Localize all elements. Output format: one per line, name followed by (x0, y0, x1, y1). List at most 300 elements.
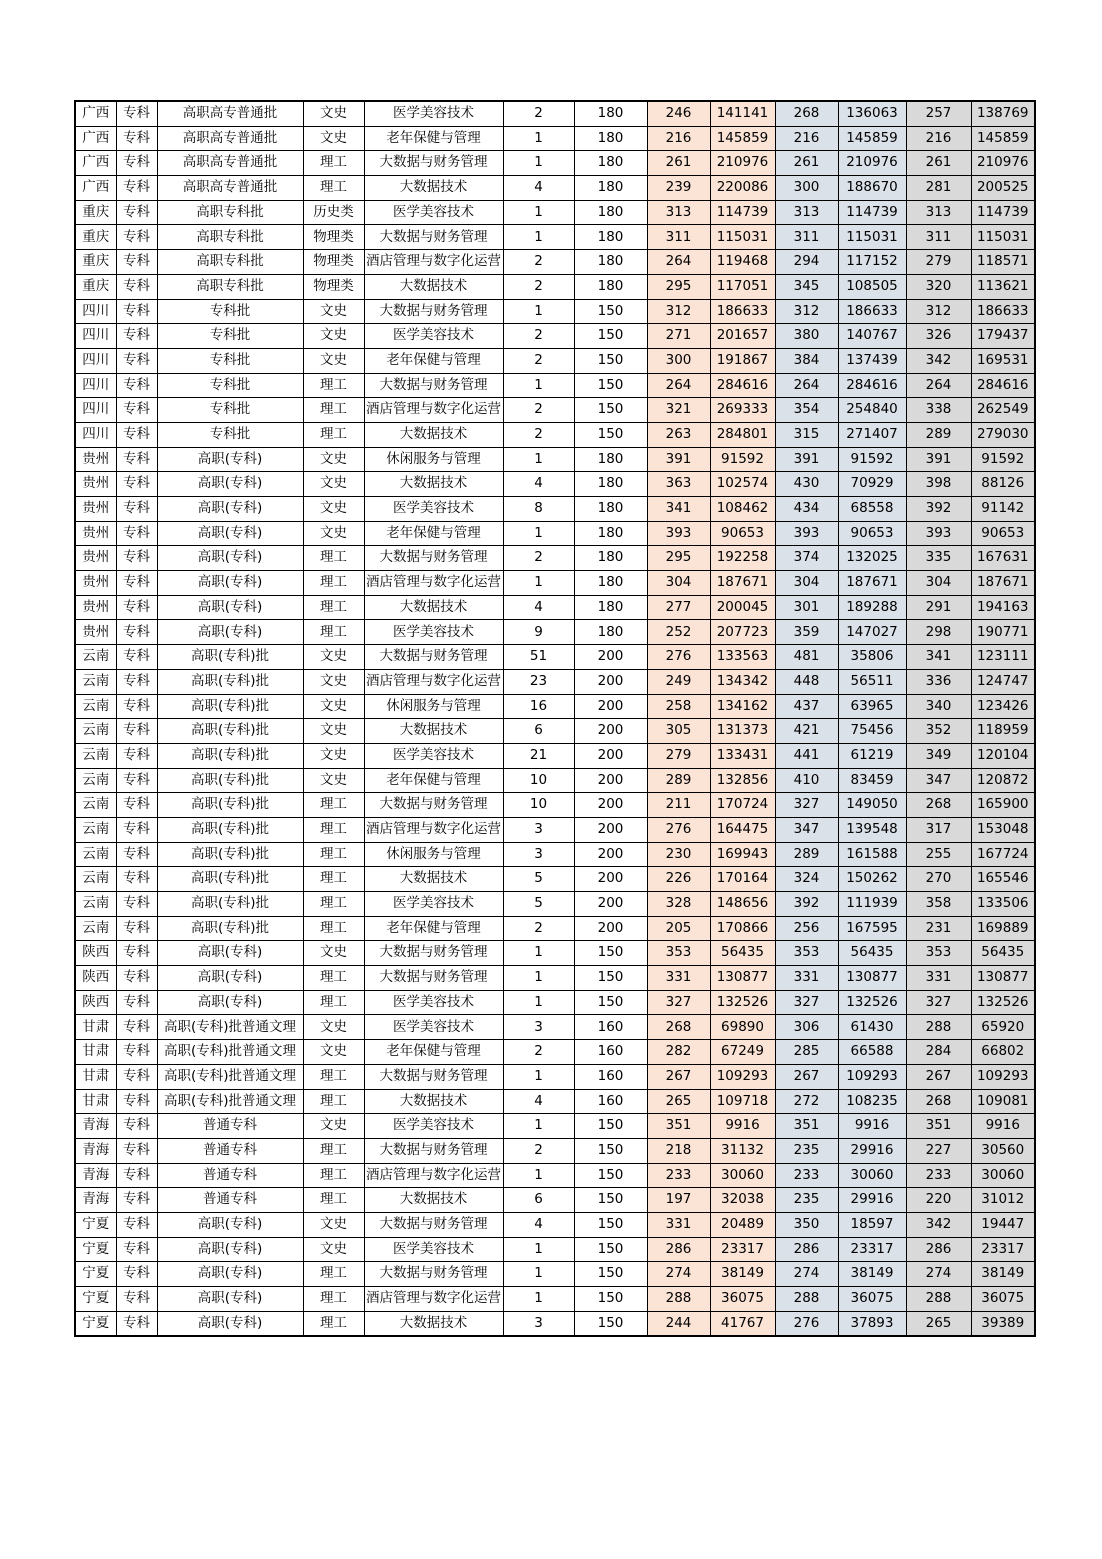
average-rank-cell: 23317 (971, 1237, 1035, 1262)
lowest-score-cell: 304 (775, 571, 838, 596)
lowest-rank-cell: 37893 (838, 1311, 906, 1336)
average-score-cell: 338 (906, 398, 971, 423)
province-cell: 贵州 (75, 497, 116, 522)
major-cell: 酒店管理与数字化运营 (364, 669, 503, 694)
plan-count-cell: 5 (503, 892, 574, 917)
lowest-score-cell: 216 (775, 126, 838, 151)
lowest-score-cell: 276 (775, 1311, 838, 1336)
average-score-cell: 311 (906, 225, 971, 250)
major-cell: 大数据与财务管理 (364, 1138, 503, 1163)
highest-rank-cell: 186633 (710, 299, 775, 324)
level-cell: 专科 (116, 793, 157, 818)
highest-rank-cell: 170164 (710, 867, 775, 892)
batch-cell: 高职(专科)批 (157, 916, 303, 941)
lowest-score-cell: 233 (775, 1163, 838, 1188)
plan-count-cell: 4 (503, 1089, 574, 1114)
batch-cell: 普通专科 (157, 1163, 303, 1188)
level-cell: 专科 (116, 447, 157, 472)
average-score-cell: 255 (906, 842, 971, 867)
lowest-score-cell: 267 (775, 1064, 838, 1089)
highest-score-cell: 263 (647, 422, 710, 447)
table-row (75, 620, 1035, 645)
subject-type-cell: 理工 (303, 398, 364, 423)
table-row (75, 497, 1035, 522)
province-cell: 贵州 (75, 447, 116, 472)
subject-type-cell: 文史 (303, 101, 364, 126)
lowest-score-cell: 327 (775, 990, 838, 1015)
major-cell: 休闲服务与管理 (364, 447, 503, 472)
highest-rank-cell: 130877 (710, 966, 775, 991)
table-row (75, 1138, 1035, 1163)
lowest-rank-cell: 29916 (838, 1138, 906, 1163)
plan-count-cell: 1 (503, 1262, 574, 1287)
major-cell: 酒店管理与数字化运营 (364, 1163, 503, 1188)
control-line-cell: 150 (574, 1188, 647, 1213)
province-cell: 贵州 (75, 546, 116, 571)
batch-cell: 高职(专科)批 (157, 867, 303, 892)
table-row (75, 1188, 1035, 1213)
major-cell: 医学美容技术 (364, 1114, 503, 1139)
level-cell: 专科 (116, 1287, 157, 1312)
control-line-cell: 150 (574, 373, 647, 398)
highest-rank-cell: 36075 (710, 1287, 775, 1312)
plan-count-cell: 3 (503, 817, 574, 842)
major-cell: 大数据与财务管理 (364, 1064, 503, 1089)
major-cell: 医学美容技术 (364, 990, 503, 1015)
subject-type-cell: 理工 (303, 595, 364, 620)
highest-rank-cell: 192258 (710, 546, 775, 571)
subject-type-cell: 理工 (303, 793, 364, 818)
average-rank-cell: 284616 (971, 373, 1035, 398)
batch-cell: 高职(专科) (157, 447, 303, 472)
plan-count-cell: 2 (503, 398, 574, 423)
average-score-cell: 268 (906, 1089, 971, 1114)
average-rank-cell: 169889 (971, 916, 1035, 941)
major-cell: 酒店管理与数字化运营 (364, 1287, 503, 1312)
level-cell: 专科 (116, 719, 157, 744)
batch-cell: 高职(专科) (157, 1262, 303, 1287)
highest-rank-cell: 117051 (710, 274, 775, 299)
average-score-cell: 349 (906, 743, 971, 768)
batch-cell: 专科批 (157, 348, 303, 373)
control-line-cell: 150 (574, 1311, 647, 1336)
highest-score-cell: 391 (647, 447, 710, 472)
average-rank-cell: 118571 (971, 250, 1035, 275)
batch-cell: 专科批 (157, 299, 303, 324)
batch-cell: 高职(专科)批普通文理 (157, 1064, 303, 1089)
average-score-cell: 265 (906, 1311, 971, 1336)
lowest-score-cell: 261 (775, 151, 838, 176)
subject-type-cell: 文史 (303, 1015, 364, 1040)
subject-type-cell: 理工 (303, 1311, 364, 1336)
lowest-score-cell: 274 (775, 1262, 838, 1287)
highest-score-cell: 197 (647, 1188, 710, 1213)
province-cell: 甘肃 (75, 1015, 116, 1040)
highest-rank-cell: 169943 (710, 842, 775, 867)
plan-count-cell: 2 (503, 324, 574, 349)
control-line-cell: 180 (574, 447, 647, 472)
lowest-score-cell: 350 (775, 1212, 838, 1237)
subject-type-cell: 理工 (303, 1138, 364, 1163)
plan-count-cell: 4 (503, 176, 574, 201)
average-score-cell: 231 (906, 916, 971, 941)
highest-score-cell: 258 (647, 694, 710, 719)
highest-score-cell: 271 (647, 324, 710, 349)
plan-count-cell: 3 (503, 1015, 574, 1040)
province-cell: 甘肃 (75, 1040, 116, 1065)
lowest-rank-cell: 61430 (838, 1015, 906, 1040)
subject-type-cell: 文史 (303, 768, 364, 793)
subject-type-cell: 文史 (303, 743, 364, 768)
highest-score-cell: 246 (647, 101, 710, 126)
lowest-rank-cell: 117152 (838, 250, 906, 275)
plan-count-cell: 1 (503, 200, 574, 225)
average-score-cell: 317 (906, 817, 971, 842)
highest-rank-cell: 201657 (710, 324, 775, 349)
highest-rank-cell: 132526 (710, 990, 775, 1015)
lowest-rank-cell: 35806 (838, 645, 906, 670)
subject-type-cell: 文史 (303, 472, 364, 497)
province-cell: 广西 (75, 126, 116, 151)
batch-cell: 高职(专科)批 (157, 842, 303, 867)
highest-score-cell: 282 (647, 1040, 710, 1065)
level-cell: 专科 (116, 1015, 157, 1040)
province-cell: 贵州 (75, 472, 116, 497)
average-rank-cell: 133506 (971, 892, 1035, 917)
average-score-cell: 281 (906, 176, 971, 201)
table-row (75, 793, 1035, 818)
lowest-rank-cell: 108505 (838, 274, 906, 299)
lowest-score-cell: 272 (775, 1089, 838, 1114)
table-row (75, 1015, 1035, 1040)
average-rank-cell: 165900 (971, 793, 1035, 818)
subject-type-cell: 文史 (303, 645, 364, 670)
batch-cell: 高职(专科)批普通文理 (157, 1040, 303, 1065)
average-score-cell: 347 (906, 768, 971, 793)
lowest-rank-cell: 115031 (838, 225, 906, 250)
average-rank-cell: 114739 (971, 200, 1035, 225)
batch-cell: 高职专科批 (157, 250, 303, 275)
lowest-rank-cell: 36075 (838, 1287, 906, 1312)
lowest-rank-cell: 38149 (838, 1262, 906, 1287)
batch-cell: 专科批 (157, 373, 303, 398)
province-cell: 青海 (75, 1114, 116, 1139)
highest-rank-cell: 90653 (710, 521, 775, 546)
table-row (75, 1287, 1035, 1312)
control-line-cell: 200 (574, 916, 647, 941)
major-cell: 老年保健与管理 (364, 1040, 503, 1065)
province-cell: 云南 (75, 842, 116, 867)
table-row (75, 151, 1035, 176)
highest-score-cell: 249 (647, 669, 710, 694)
lowest-rank-cell: 30060 (838, 1163, 906, 1188)
plan-count-cell: 51 (503, 645, 574, 670)
subject-type-cell: 理工 (303, 373, 364, 398)
plan-count-cell: 23 (503, 669, 574, 694)
batch-cell: 高职(专科) (157, 1287, 303, 1312)
highest-score-cell: 311 (647, 225, 710, 250)
lowest-score-cell: 268 (775, 101, 838, 126)
plan-count-cell: 21 (503, 743, 574, 768)
subject-type-cell: 理工 (303, 1064, 364, 1089)
lowest-rank-cell: 149050 (838, 793, 906, 818)
average-score-cell: 270 (906, 867, 971, 892)
average-rank-cell: 167724 (971, 842, 1035, 867)
subject-type-cell: 文史 (303, 669, 364, 694)
lowest-score-cell: 327 (775, 793, 838, 818)
plan-count-cell: 10 (503, 793, 574, 818)
subject-type-cell: 物理类 (303, 225, 364, 250)
highest-score-cell: 264 (647, 373, 710, 398)
major-cell: 老年保健与管理 (364, 126, 503, 151)
subject-type-cell: 文史 (303, 1040, 364, 1065)
control-line-cell: 160 (574, 1015, 647, 1040)
level-cell: 专科 (116, 176, 157, 201)
average-score-cell: 291 (906, 595, 971, 620)
lowest-rank-cell: 18597 (838, 1212, 906, 1237)
subject-type-cell: 理工 (303, 1262, 364, 1287)
level-cell: 专科 (116, 1089, 157, 1114)
highest-rank-cell: 67249 (710, 1040, 775, 1065)
average-rank-cell: 194163 (971, 595, 1035, 620)
table-row (75, 669, 1035, 694)
highest-rank-cell: 207723 (710, 620, 775, 645)
highest-rank-cell: 31132 (710, 1138, 775, 1163)
plan-count-cell: 1 (503, 1237, 574, 1262)
lowest-rank-cell: 56511 (838, 669, 906, 694)
major-cell: 大数据技术 (364, 176, 503, 201)
table-row (75, 768, 1035, 793)
highest-rank-cell: 9916 (710, 1114, 775, 1139)
control-line-cell: 180 (574, 176, 647, 201)
table-row (75, 398, 1035, 423)
average-rank-cell: 31012 (971, 1188, 1035, 1213)
average-score-cell: 353 (906, 941, 971, 966)
table-row (75, 719, 1035, 744)
average-rank-cell: 138769 (971, 101, 1035, 126)
level-cell: 专科 (116, 694, 157, 719)
average-score-cell: 351 (906, 1114, 971, 1139)
control-line-cell: 180 (574, 497, 647, 522)
average-score-cell: 352 (906, 719, 971, 744)
table-row (75, 1089, 1035, 1114)
highest-rank-cell: 284616 (710, 373, 775, 398)
major-cell: 医学美容技术 (364, 892, 503, 917)
plan-count-cell: 1 (503, 521, 574, 546)
major-cell: 医学美容技术 (364, 200, 503, 225)
province-cell: 四川 (75, 422, 116, 447)
plan-count-cell: 2 (503, 546, 574, 571)
highest-rank-cell: 69890 (710, 1015, 775, 1040)
province-cell: 云南 (75, 793, 116, 818)
subject-type-cell: 文史 (303, 324, 364, 349)
plan-count-cell: 1 (503, 1114, 574, 1139)
province-cell: 重庆 (75, 225, 116, 250)
level-cell: 专科 (116, 817, 157, 842)
average-score-cell: 335 (906, 546, 971, 571)
batch-cell: 高职(专科) (157, 941, 303, 966)
lowest-rank-cell: 139548 (838, 817, 906, 842)
lowest-score-cell: 347 (775, 817, 838, 842)
control-line-cell: 160 (574, 1064, 647, 1089)
subject-type-cell: 理工 (303, 546, 364, 571)
average-rank-cell: 124747 (971, 669, 1035, 694)
subject-type-cell: 理工 (303, 620, 364, 645)
control-line-cell: 180 (574, 274, 647, 299)
batch-cell: 高职(专科) (157, 521, 303, 546)
lowest-score-cell: 294 (775, 250, 838, 275)
plan-count-cell: 1 (503, 225, 574, 250)
highest-score-cell: 393 (647, 521, 710, 546)
province-cell: 云南 (75, 768, 116, 793)
lowest-rank-cell: 66588 (838, 1040, 906, 1065)
lowest-rank-cell: 68558 (838, 497, 906, 522)
level-cell: 专科 (116, 497, 157, 522)
level-cell: 专科 (116, 842, 157, 867)
table-row (75, 571, 1035, 596)
admission-scores-table (74, 100, 1036, 1337)
province-cell: 宁夏 (75, 1311, 116, 1336)
lowest-rank-cell: 132025 (838, 546, 906, 571)
level-cell: 专科 (116, 768, 157, 793)
control-line-cell: 150 (574, 1262, 647, 1287)
highest-rank-cell: 141141 (710, 101, 775, 126)
highest-rank-cell: 170866 (710, 916, 775, 941)
major-cell: 大数据与财务管理 (364, 1262, 503, 1287)
highest-rank-cell: 109293 (710, 1064, 775, 1089)
province-cell: 云南 (75, 892, 116, 917)
province-cell: 宁夏 (75, 1212, 116, 1237)
subject-type-cell: 理工 (303, 867, 364, 892)
highest-score-cell: 264 (647, 250, 710, 275)
major-cell: 酒店管理与数字化运营 (364, 571, 503, 596)
table-row (75, 348, 1035, 373)
table-row (75, 101, 1035, 126)
control-line-cell: 200 (574, 645, 647, 670)
control-line-cell: 180 (574, 521, 647, 546)
level-cell: 专科 (116, 324, 157, 349)
highest-score-cell: 313 (647, 200, 710, 225)
province-cell: 云南 (75, 669, 116, 694)
table-row (75, 1262, 1035, 1287)
control-line-cell: 150 (574, 1163, 647, 1188)
highest-rank-cell: 32038 (710, 1188, 775, 1213)
highest-score-cell: 268 (647, 1015, 710, 1040)
subject-type-cell: 物理类 (303, 274, 364, 299)
batch-cell: 普通专科 (157, 1188, 303, 1213)
level-cell: 专科 (116, 151, 157, 176)
lowest-score-cell: 391 (775, 447, 838, 472)
plan-count-cell: 1 (503, 447, 574, 472)
table-row (75, 176, 1035, 201)
level-cell: 专科 (116, 521, 157, 546)
highest-score-cell: 288 (647, 1287, 710, 1312)
subject-type-cell: 历史类 (303, 200, 364, 225)
batch-cell: 高职(专科)批 (157, 793, 303, 818)
highest-score-cell: 276 (647, 817, 710, 842)
highest-rank-cell: 145859 (710, 126, 775, 151)
table-row (75, 694, 1035, 719)
table-row (75, 274, 1035, 299)
province-cell: 云南 (75, 743, 116, 768)
highest-rank-cell: 133431 (710, 743, 775, 768)
level-cell: 专科 (116, 645, 157, 670)
lowest-score-cell: 331 (775, 966, 838, 991)
level-cell: 专科 (116, 200, 157, 225)
control-line-cell: 150 (574, 398, 647, 423)
province-cell: 贵州 (75, 620, 116, 645)
plan-count-cell: 6 (503, 719, 574, 744)
level-cell: 专科 (116, 1064, 157, 1089)
average-score-cell: 320 (906, 274, 971, 299)
province-cell: 云南 (75, 867, 116, 892)
province-cell: 云南 (75, 645, 116, 670)
highest-rank-cell: 23317 (710, 1237, 775, 1262)
control-line-cell: 150 (574, 941, 647, 966)
table-row (75, 1064, 1035, 1089)
lowest-score-cell: 393 (775, 521, 838, 546)
plan-count-cell: 4 (503, 472, 574, 497)
highest-score-cell: 304 (647, 571, 710, 596)
plan-count-cell: 4 (503, 595, 574, 620)
batch-cell: 高职(专科) (157, 571, 303, 596)
lowest-score-cell: 312 (775, 299, 838, 324)
lowest-score-cell: 351 (775, 1114, 838, 1139)
table-row (75, 1163, 1035, 1188)
control-line-cell: 150 (574, 1138, 647, 1163)
average-rank-cell: 165546 (971, 867, 1035, 892)
subject-type-cell: 理工 (303, 990, 364, 1015)
batch-cell: 高职(专科)批普通文理 (157, 1089, 303, 1114)
lowest-score-cell: 448 (775, 669, 838, 694)
lowest-score-cell: 353 (775, 941, 838, 966)
lowest-score-cell: 235 (775, 1138, 838, 1163)
highest-score-cell: 305 (647, 719, 710, 744)
average-score-cell: 342 (906, 348, 971, 373)
average-rank-cell: 65920 (971, 1015, 1035, 1040)
average-rank-cell: 115031 (971, 225, 1035, 250)
plan-count-cell: 1 (503, 571, 574, 596)
average-rank-cell: 91592 (971, 447, 1035, 472)
average-score-cell: 398 (906, 472, 971, 497)
average-score-cell: 342 (906, 1212, 971, 1237)
level-cell: 专科 (116, 348, 157, 373)
highest-rank-cell: 191867 (710, 348, 775, 373)
batch-cell: 专科批 (157, 422, 303, 447)
lowest-rank-cell: 111939 (838, 892, 906, 917)
table-row (75, 1237, 1035, 1262)
highest-rank-cell: 20489 (710, 1212, 775, 1237)
highest-score-cell: 289 (647, 768, 710, 793)
highest-rank-cell: 109718 (710, 1089, 775, 1114)
table-row (75, 126, 1035, 151)
batch-cell: 高职(专科)批 (157, 694, 303, 719)
highest-rank-cell: 108462 (710, 497, 775, 522)
plan-count-cell: 2 (503, 274, 574, 299)
average-score-cell: 288 (906, 1015, 971, 1040)
major-cell: 大数据与财务管理 (364, 546, 503, 571)
highest-score-cell: 230 (647, 842, 710, 867)
subject-type-cell: 理工 (303, 817, 364, 842)
highest-score-cell: 312 (647, 299, 710, 324)
control-line-cell: 180 (574, 571, 647, 596)
major-cell: 大数据与财务管理 (364, 151, 503, 176)
subject-type-cell: 理工 (303, 571, 364, 596)
average-score-cell: 358 (906, 892, 971, 917)
control-line-cell: 200 (574, 669, 647, 694)
plan-count-cell: 1 (503, 941, 574, 966)
province-cell: 宁夏 (75, 1262, 116, 1287)
